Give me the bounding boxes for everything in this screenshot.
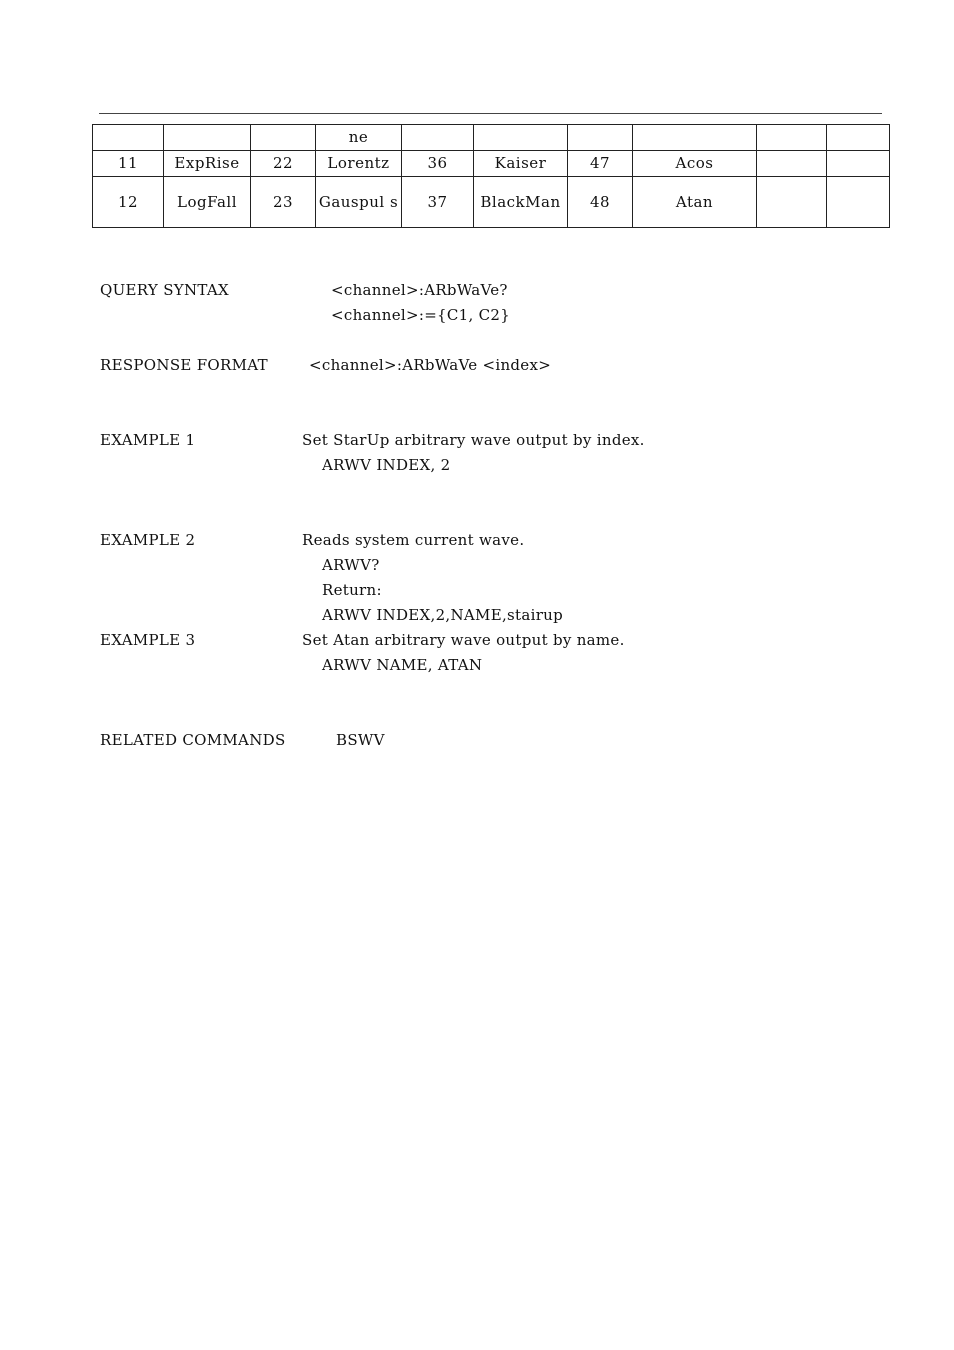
table-cell: ne <box>316 125 402 151</box>
response-format-label: RESPONSE FORMAT <box>100 356 268 374</box>
table-cell <box>402 125 474 151</box>
table-cell: 11 <box>93 151 164 177</box>
table-cell: Lorentz <box>316 151 402 177</box>
wave-index-table <box>92 124 890 228</box>
table-cell <box>757 177 827 228</box>
example3-label: EXAMPLE 3 <box>100 631 196 649</box>
table-cell <box>633 125 757 151</box>
table-cell <box>93 125 164 151</box>
table-row <box>93 125 890 151</box>
table-cell: LogFall <box>164 177 251 228</box>
table-cell: Kaiser <box>474 151 568 177</box>
table-cell <box>251 125 316 151</box>
example1-label: EXAMPLE 1 <box>100 431 196 449</box>
response-format-value: <channel>:ARbWaVe <index> <box>309 356 552 374</box>
example1-description: Set StarUp arbitrary wave output by index. <box>302 431 645 449</box>
table-cell <box>827 177 890 228</box>
query-syntax-line1: <channel>:ARbWaVe? <box>331 281 508 299</box>
table-row <box>93 177 890 228</box>
table-row <box>93 151 890 177</box>
table-cell: BlackMan <box>474 177 568 228</box>
table-cell: ExpRise <box>164 151 251 177</box>
table-cell <box>757 151 827 177</box>
table-cell: 48 <box>568 177 633 228</box>
table-cell <box>474 125 568 151</box>
table-cell <box>757 125 827 151</box>
table-cell: Acos <box>633 151 757 177</box>
example3-command: ARWV NAME, ATAN <box>322 656 483 674</box>
query-syntax-line2: <channel>:={C1, C2} <box>331 306 511 324</box>
example1-command: ARWV INDEX, 2 <box>322 456 451 474</box>
table-cell: Gauspul s <box>316 177 402 228</box>
table-cell: 47 <box>568 151 633 177</box>
header-rule <box>99 113 882 114</box>
query-syntax-label: QUERY SYNTAX <box>100 281 229 299</box>
example2-command: ARWV? <box>322 556 380 574</box>
example2-return-label: Return: <box>322 581 382 599</box>
table-cell: 23 <box>251 177 316 228</box>
table-cell <box>164 125 251 151</box>
table-cell: 22 <box>251 151 316 177</box>
related-commands-value: BSWV <box>336 731 385 749</box>
table-cell: Atan <box>633 177 757 228</box>
example3-description: Set Atan arbitrary wave output by name. <box>302 631 625 649</box>
table-cell: 12 <box>93 177 164 228</box>
table-cell: 36 <box>402 151 474 177</box>
table-cell <box>827 151 890 177</box>
related-commands-label: RELATED COMMANDS <box>100 731 286 749</box>
example2-return-value: ARWV INDEX,2,NAME,stairup <box>322 606 564 624</box>
table-cell <box>827 125 890 151</box>
example2-description: Reads system current wave. <box>302 531 525 549</box>
table-cell <box>568 125 633 151</box>
example2-label: EXAMPLE 2 <box>100 531 196 549</box>
table-cell: 37 <box>402 177 474 228</box>
